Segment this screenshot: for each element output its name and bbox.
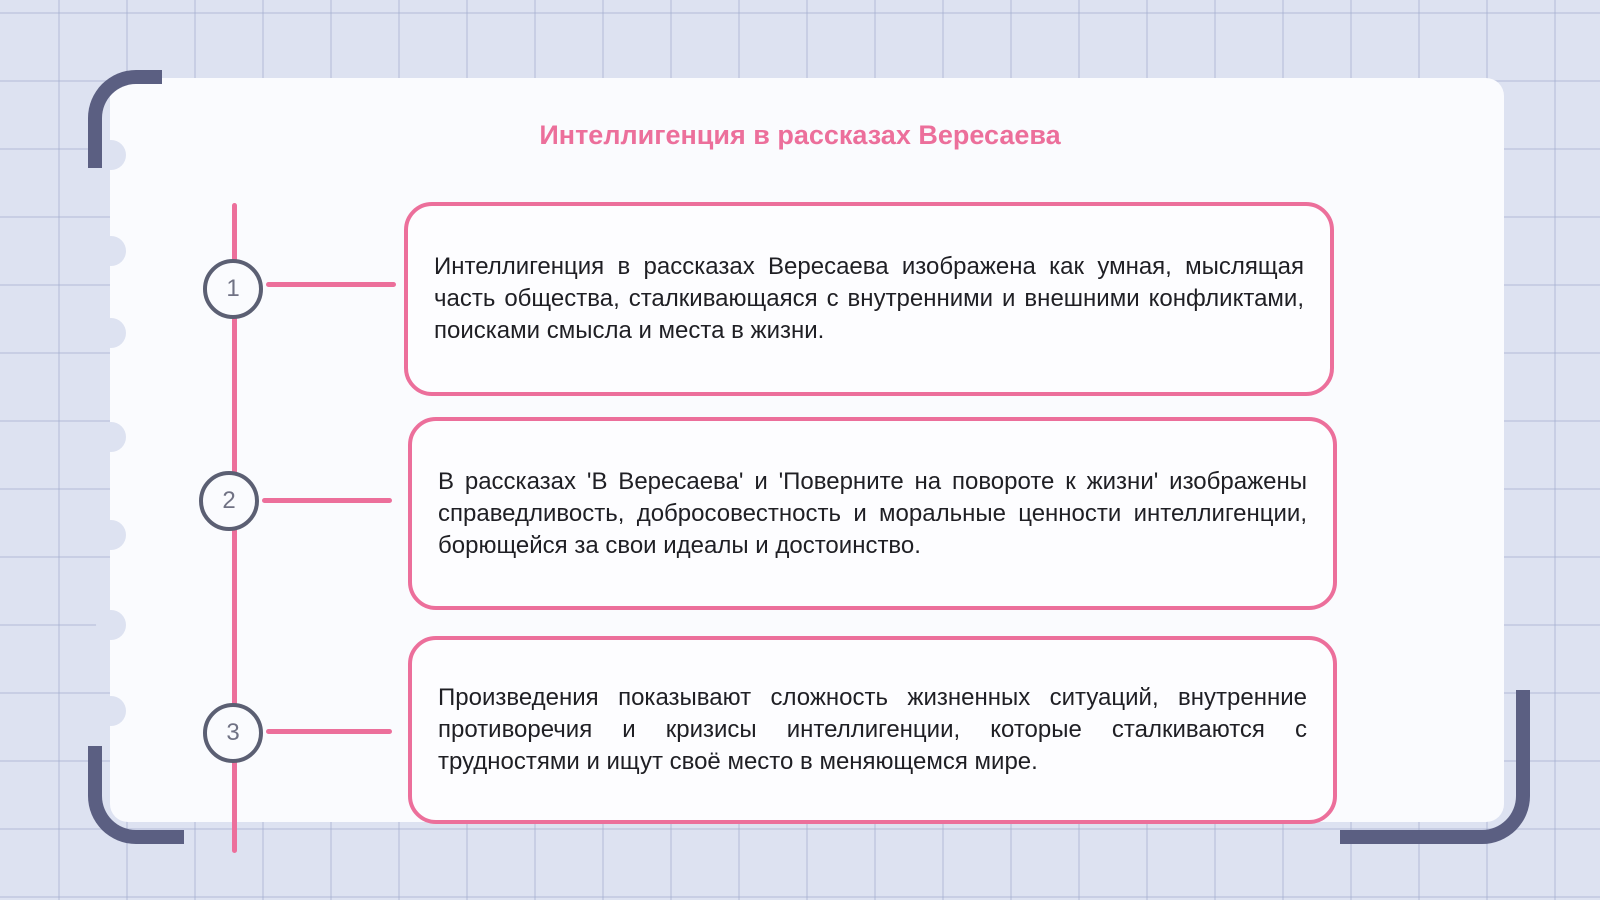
text-box-2-text: В рассказах 'В Вересаева' и 'Поверните на повороте к жизни' изображены справедливость, добросовестность и моральные ценности интеллигенции, борющейся за свои идеалы и достоинство. xyxy=(438,467,1307,559)
step-number-3: 3 xyxy=(203,703,263,763)
frame-corner-bottom-left xyxy=(88,746,184,844)
text-box-3 xyxy=(408,636,1337,824)
card-edge-notch xyxy=(96,318,126,348)
card-edge-notch xyxy=(96,422,126,452)
frame-corner-top-left xyxy=(88,70,162,168)
frame-corner-bottom-right xyxy=(1340,690,1530,844)
timeline-connector xyxy=(262,498,392,503)
slide-title: Интеллигенция в рассказах Вересаева xyxy=(539,120,1061,150)
text-box-1-text: Интеллигенция в рассказах Вересаева изображена как умная, мыслящая часть общества, сталкивающаяся с внутренними и внешними конфликтами, поисками смысла и места в жизни. xyxy=(434,253,1304,344)
card-edge-notch xyxy=(96,610,126,640)
card-edge-notch xyxy=(96,520,126,550)
text-box-3-text: Произведения показывают сложность жизненных ситуаций, внутренние противоречия и кризисы интеллигенции, которые сталкиваются с трудностями и ищут своё место в меняющемся мире. xyxy=(438,684,1307,775)
text-box-1 xyxy=(404,202,1334,396)
text-box-2 xyxy=(408,417,1337,610)
card-edge-notch xyxy=(96,696,126,726)
step-number-1: 1 xyxy=(203,259,263,319)
card-edge-notch xyxy=(96,236,126,266)
timeline-connector xyxy=(266,729,392,734)
timeline-connector xyxy=(266,282,396,287)
step-number-2: 2 xyxy=(199,471,259,531)
